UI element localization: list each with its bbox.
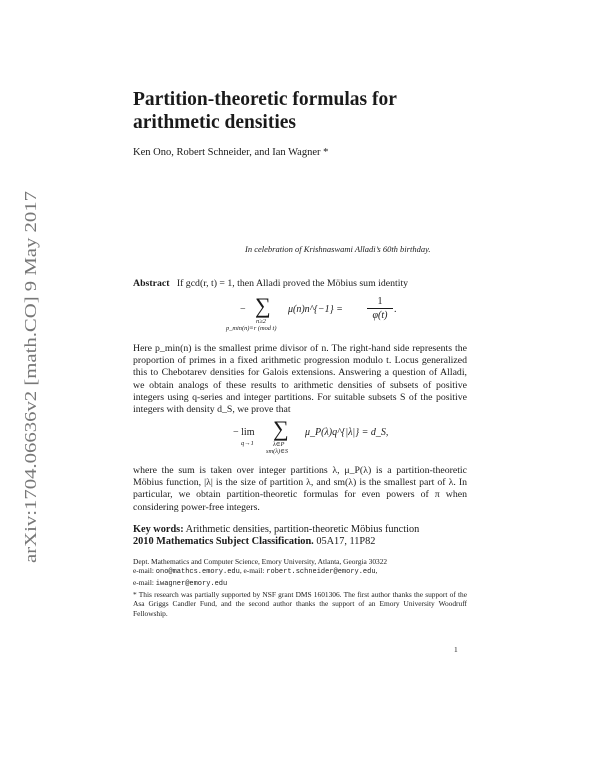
msc-codes: 05A17, 11P82 <box>316 536 376 548</box>
title-line-2: arithmetic densities <box>133 112 297 133</box>
abstract-label: Abstract <box>133 278 170 289</box>
eq1-term: μ(n)n^{−1} = <box>288 304 343 315</box>
msc-label: 2010 Mathematics Subject Classification. <box>133 536 314 548</box>
msc-line <box>133 536 467 548</box>
eq1-sum-symbol: ∑ <box>255 293 271 318</box>
page-number: 1 <box>454 645 458 654</box>
eq1-fraction-bar <box>367 308 393 309</box>
email-line-2 <box>133 578 467 589</box>
eq2-limit-sub: q→1 <box>241 440 254 447</box>
abstract-body: Here p_min(n) is the smallest prime divisor of n. The right-hand side represents the proportion of primes in a fixed arithmetic progression modulo t. Locus generalized this to Chebotarev densities for Galois extensions. Answering a question of Alladi, we obtain analogs of these results to arithmetic densities of subsets of positive integers using q-series and integer partitions. For suitable subsets S of the positive integers with density d_S, we prove that <box>133 343 467 416</box>
eq1-numerator: 1 <box>377 296 383 307</box>
eq2-sum-cond-1: λ∈P <box>273 441 285 448</box>
eq2-limit: − lim <box>233 427 255 438</box>
equation-alladi <box>226 293 488 336</box>
email-wagner[interactable]: iwagner@emory.edu <box>155 579 228 588</box>
eq1-sum-cond-1: n≥2 <box>256 318 266 325</box>
abstract-conclusion: where the sum is taken over integer partitions λ, μ_P(λ) is a partition-theoretic Möbius function, |λ| is the size of partition λ, and sm(λ) is the smallest part of λ. In particular, we obtain partition-theoretic formulas for even powers of π when considering power-free integers. <box>133 465 467 513</box>
department: Dept. Mathematics and Computer Science, Emory University, Atlanta, Georgia 30322 <box>133 557 388 566</box>
email-line-1: e-mail: ono@mathcs.emory.edu, e-mail: robert.schneider@emory.edu, <box>133 566 378 577</box>
eq1-period: . <box>394 304 397 315</box>
email-schneider[interactable]: robert.schneider@emory.edu <box>266 568 376 577</box>
keywords-label: Key words: <box>133 524 184 535</box>
eq1-denominator: φ(t) <box>372 310 388 321</box>
equation-partition <box>233 417 433 459</box>
arxiv-stamp-text: arXiv:1704.06636v2 [math.CO] 9 May 2017 <box>21 257 40 563</box>
abstract-intro-text: If gcd(r, t) = 1, then Alladi proved the Möbius sum identity <box>176 278 409 289</box>
footnote: * This research was partially supported by NSF grant DMS 1601306. The first author thanks the support of the Asa Griggs Candler Fund, and the second author thanks the support of an Emory University Woodruff Fellowship. <box>133 590 467 618</box>
title-line-1: Partition-theoretic formulas for <box>133 89 397 110</box>
eq2-sum-symbol: ∑ <box>273 416 289 441</box>
eq1-minus: − <box>240 304 246 315</box>
arxiv-stamp <box>14 190 44 565</box>
authors: Ken Ono, Robert Schneider, and Ian Wagner * <box>133 147 329 158</box>
email-label-2: e-mail: <box>243 566 265 576</box>
eq1-sum-cond-2: p_min(n)≡r (mod t) <box>226 325 277 332</box>
keywords-block <box>133 524 467 548</box>
eq2-sum-cond-2: sm(λ)∈S <box>266 448 289 455</box>
abstract-intro <box>133 278 467 290</box>
keywords-line <box>133 524 467 536</box>
dedication: In celebration of Krishnaswami Alladi’s 60th birthday. <box>245 244 431 254</box>
email-ono[interactable]: ono@mathcs.emory.edu <box>155 568 240 577</box>
paper-title <box>133 88 397 134</box>
author-address <box>133 557 467 589</box>
email-label-3: e-mail: <box>133 577 154 587</box>
keywords-text: Arithmetic densities, partition-theoretic Möbius function <box>185 524 420 535</box>
email-label-1: e-mail: <box>133 566 154 576</box>
eq2-term: μ_P(λ)q^{|λ|} = d_S, <box>305 427 389 438</box>
